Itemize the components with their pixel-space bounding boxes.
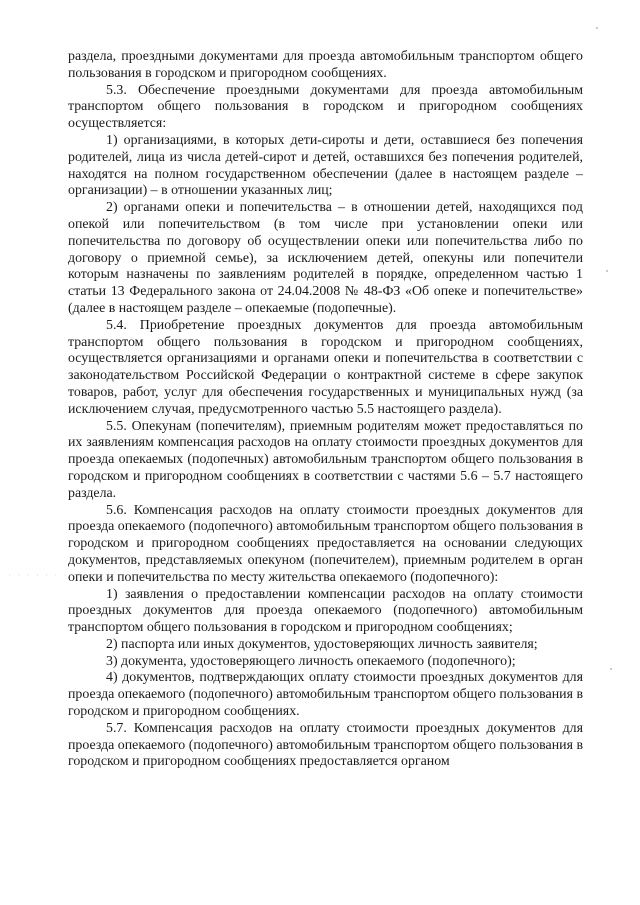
list-item-5-6-1: 1) заявления о предоставлении компенсации расходов на оплату стоимости проездных документов для проезда опекаемого (подопечного) автомобильным транспортом общего пользования в городском и пригородном сообщениях; (68, 586, 583, 636)
list-item-5-3-2: 2) органами опеки и попечительства – в отношении детей, находящихся под опекой или попечительством (в том числе при установлении опеки или попечительства по договору об осуществлении опеки или попечительства либо по договору о приемной семье), за исключением детей, опекуны или попечители которым назначены по заявлениям родителей в порядке, определенном частью 1 статьи 13 Федерального закона от 24.04.2008 № 48-ФЗ «Об опеке и попечительстве» (далее в настоящем разделе – опекаемые (подопечные). (68, 200, 583, 316)
paragraph-continuation: раздела, проездными документами для проезда автомобильным транспортом общего пользования в городском и пригородном сообщениях. (68, 49, 583, 81)
list-item-5-6-2: 2) паспорта или иных документов, удостоверяющих личность заявителя; (106, 636, 538, 652)
scan-speck (606, 270, 608, 272)
paragraph-5-7: 5.7. Компенсация расходов на оплату стоимости проездных документов для проезда опекаемого (подопечного) автомобильным транспортом общего пользования в городском и пригородном сообщениях предоставляется органом (68, 720, 584, 770)
paragraph-5-4: 5.4. Приобретение проездных документов для проезда автомобильным транспортом общего пользования в городском и пригородном сообщениях, осуществляется организациями и органами опеки и попечительства в соответствии с законодательством Российской Федерации о контрактной системе в сфере закупок товаров, работ, услуг для обеспечения государственных и муниципальных нужд (за исключением случая, предусмотренного частью 5.5 настоящего раздела). (68, 317, 583, 417)
list-item-5-3-1: 1) организациями, в которых дети-сироты и дети, оставшиеся без попечения родителей, лица из числа детей-сирот и детей, оставшихся без попечения родителей, находятся на полном государственном обеспечении (далее в настоящем разделе – организации) – в отношении указанных лиц; (68, 132, 583, 199)
document-body (68, 49, 583, 771)
paragraph-5-3: 5.3. Обеспечение проездными документами для проезда автомобильным транспортом общего пользования в городском и пригородном сообщениях осуществляется: (68, 82, 583, 132)
scan-speck (596, 27, 598, 29)
list-item-5-6-4: 4) документов, подтверждающих оплату стоимости проездных документов для проезда опекаемого (подопечного) автомобильным транспортом общего пользования в городском и пригородном сообщениях. (68, 670, 584, 720)
list-item-5-6-3: 3) документа, удостоверяющего личность опекаемого (подопечного); (106, 653, 516, 669)
scan-speck (610, 668, 612, 670)
paragraph-5-5: 5.5. Опекунам (попечителям), приемным родителям может предоставляться по их заявлениям компенсация расходов на оплату стоимости проездных документов для проезда опекаемых (подопечных) автомобильным транспортом общего пользования в городском и пригородном сообщениях в соответствии с частями 5.6 – 5.7 настоящего раздела. (68, 418, 583, 501)
scan-artifact: · · · · · · · · · (8, 572, 87, 579)
paragraph-5-6: 5.6. Компенсация расходов на оплату стоимости проездных документов для проезда опекаемого (подопечного) автомобильным транспортом общего пользования в городском и пригородном сообщениях предоставляется на основании следующих документов, представляемых опекуном (попечителем), приемным родителем в орган опеки и попечительства по месту жительства опекаемого (подопечного): (68, 502, 584, 585)
